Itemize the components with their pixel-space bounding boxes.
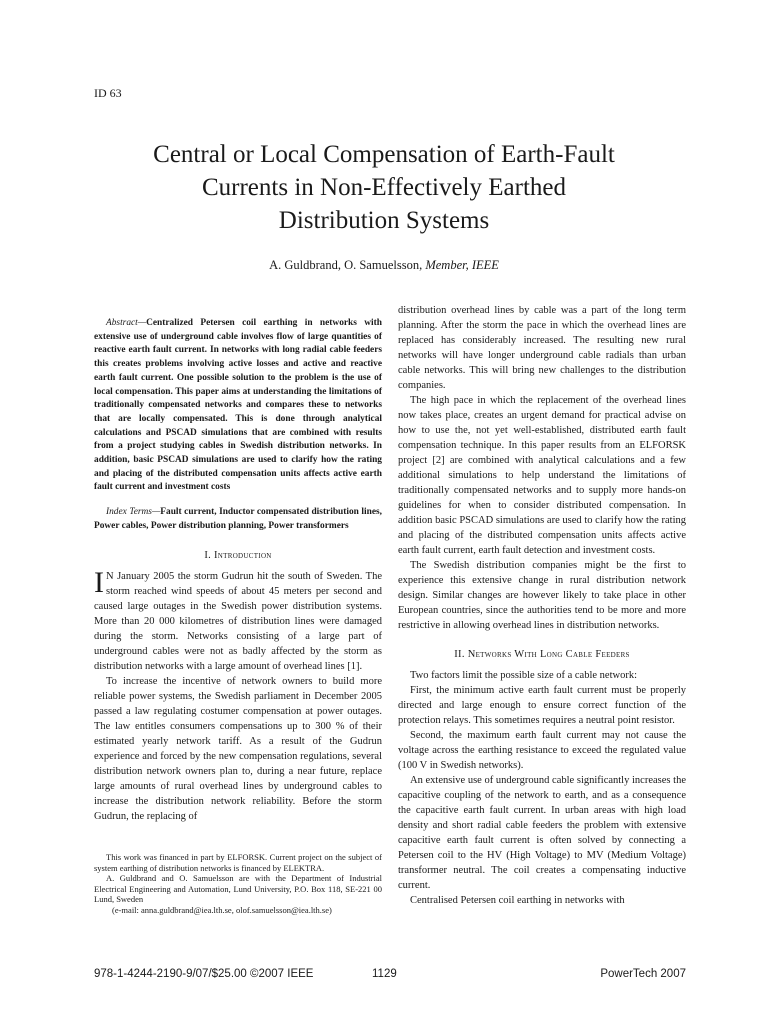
right-column [398,303,686,908]
section-number: II. [454,649,465,660]
title-line: Currents in Non-Effectively Earthed [201,174,566,201]
footnote-email: (e-mail: anna.guldbrand@iea.lth.se, olof.samuelsson@iea.lth.se) [112,904,332,915]
abstract [94,317,382,495]
paragraph-text: N January 2005 the storm Gudrun hit the south of Sweden. The storm reached wind speeds of about 45 meters per second and caused large outages in the Swedish power distribution systems. More than 20 000 kilometres of distribution lines were damaged during the storm. Networks consisting of a large part of underground cables were not as badly affected by the storm as distribution networks with a large amount of overhead lines [1]. [94,570,382,672]
paper-id-label: ID 63 [94,86,122,100]
paragraph: The Swedish distribution companies might be the first to experience this extensive change in rural distribution network design. Similar changes are however likely to take place in other European countries, since the authorities tend to be more and more restrictive in allowing overhead lines in distribution networks. [398,560,686,631]
paragraph: First, the minimum active earth fault current must be properly directed and large enough to ensure correct function of the protection relays. This sometimes requires a neutral point resistor. [398,685,686,726]
abstract-text: Centralized Petersen coil earthing in networks with extensive use of underground cable involves flow of large quantities of reactive earth fault current. In networks with long radial cable feeders this creates problems involving active losses and active and reactive earth fault current. One possible solution to the problem is the use of local compensation. This paper aims at understanding the limitations of traditionally compensated networks and compares these to networks that are locally compensated. This is done through analytical calculations and PSCAD simulations that are combined with results from a project studying cables in Swedish distribution networks. In addition, basic PSCAD simulations are used to clarify how the rating and placing of the distributed compensation units affects active earth fault current and investment costs [94,318,382,493]
abstract-dash: — [137,318,147,328]
footnote-paragraph: This work was financed in part by ELFORSK. Current project on the subject of system earthing of distribution networks is financed by ELEKTRA. [94,852,382,873]
section-title: Networks With Long Cable Feeders [467,649,630,660]
paragraph: An extensive use of underground cable significantly increases the capacitive coupling of the network to earth, and as a consequence the capacitive earth fault current. In urban areas with high load density and short radial cable feeders the problem with extensive capacitive earth fault current is often solved by connecting a Petersen coil to the HV (High Voltage) to MV (Medium Voltage) transformer neutral. The coil creates a compensating inductive current. [398,775,686,891]
index-terms [94,506,382,533]
author-names: A. Guldbrand, O. Samuelsson, [269,258,423,272]
paragraph [94,565,382,674]
paragraph: To increase the incentive of network owners to build more reliable power systems, the Swedish parliament in December 2005 passed a law regulating costumer compensation at power outages. The law entitles consumers compensations up to 300 % of their estimated yearly network tariff. As a result of the Gudrun experience and forced by the new compensation regulations, several distribution network owners plan to, during a near future, replace large amounts of rural overhead lines by underground cables to increase the distribution network reliability. Before the storm Gudrun, the replacing of [94,675,382,822]
index-terms-text: Fault current, Inductor compensated distribution lines, Power cables, Power distribution planning, Power transformers [94,507,382,531]
title-line: Distribution Systems [278,207,490,234]
author-line [60,258,708,273]
section-heading-introduction [94,548,382,563]
paragraph: The high pace in which the replacement of the overhead lines now takes place, creates an urgent demand for practical advise on how to use the, not yet well-established, distributed earth fault compensation technique. In this paper results from an ELFORSK project [2] are combined with analytical calculations and a few additional simulations to help understand the limitations of traditionally compensated networks and to supply more hands-on guidelines for when to consider distributed compensation. In addition basic PSCAD simulations are used to clarify how the rating and placing of the distributed compensation units affects active earth fault current, earth fault detection and investment costs. [398,395,686,556]
section-title: Introduction [214,549,272,561]
index-terms-lead: Index Terms [106,507,152,518]
section-heading-networks [398,647,686,662]
footnote-paragraph: A. Guldbrand and O. Samuelsson are with the Department of Industrial Electrical Engineering and Automation, Lund University, P.O. Box 118, SE-221 00 Lund, Sweden [94,873,382,905]
title-line: Central or Local Compensation of Earth-Fault [153,141,615,168]
paragraph: distribution overhead lines by cable was a part of the long term planning. After the storm the pace in which the overhead lines are replaced has considerably increased. The resulting new rural networks will have longer underground cable radials than urban cable networks. This will bring new challenges to the distribution companies. [398,305,686,391]
index-terms-dash: — [151,507,161,518]
footer-isbn: 978-1-4244-2190-9/07/$25.00 ©2007 IEEE [94,968,314,980]
author-affiliation: Member, IEEE [425,258,499,272]
section-number: I. [204,549,212,561]
paragraph: Centralised Petersen coil earthing in networks with [410,895,625,906]
drop-cap: I [94,565,104,599]
footer-conference: PowerTech 2007 [600,968,686,980]
paragraph: Second, the maximum earth fault current may not cause the voltage across the earthing resistance to exceed the regulated value (100 V in Swedish networks). [398,730,686,771]
paragraph: Two factors limit the possible size of a cable network: [410,670,637,681]
left-column [94,317,382,824]
paper-title [60,138,708,237]
footer-page-number: 1129 [372,968,397,980]
abstract-lead: Abstract [106,318,138,328]
footnote [94,852,382,916]
